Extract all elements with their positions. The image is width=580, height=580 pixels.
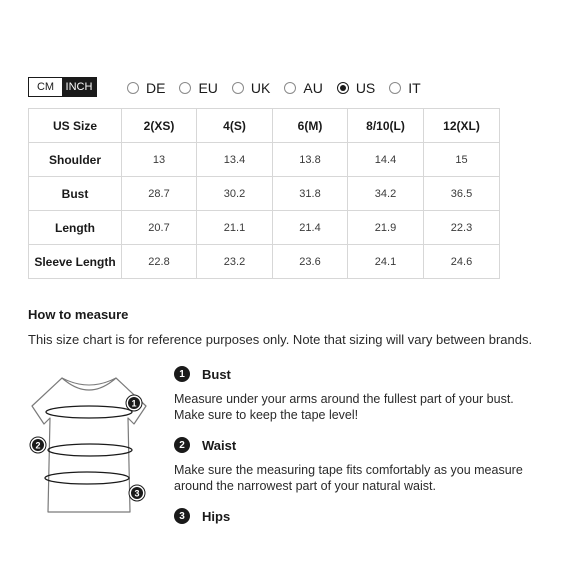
- region-option-it[interactable]: [389, 80, 420, 96]
- table-row: [29, 245, 500, 279]
- diagram-marker-2-label: 2: [35, 440, 41, 451]
- row-label: Bust: [29, 177, 122, 211]
- region-option-uk[interactable]: [232, 80, 270, 96]
- region-option-au[interactable]: [284, 80, 322, 96]
- table-cell: 21.9: [348, 211, 424, 245]
- diagram-marker-3: [129, 485, 145, 501]
- table-cell: 23.6: [273, 245, 348, 279]
- radio-eu[interactable]: [179, 82, 191, 94]
- table-cell: 14.4: [348, 143, 424, 177]
- unit-cm-button[interactable]: CM: [29, 78, 62, 96]
- tshirt-diagram-icon: [24, 372, 154, 522]
- table-header: 2(XS): [122, 109, 197, 143]
- table-row: [29, 143, 500, 177]
- row-label: Length: [29, 211, 122, 245]
- step-1-text: Measure under your arms around the fullest part of your bust. Make sure to keep the tape level!: [174, 392, 514, 422]
- table-cell: 34.2: [348, 177, 424, 211]
- how-to-measure-title: How to measure: [28, 307, 129, 322]
- step-1-title: Bust: [202, 366, 231, 382]
- step-hips-heading: [174, 508, 230, 524]
- table-cell: 23.2: [197, 245, 273, 279]
- row-label: Sleeve Length: [29, 245, 122, 279]
- table-cell: 30.2: [197, 177, 273, 211]
- unit-toggle: [28, 77, 97, 97]
- step-3-title: Hips: [202, 508, 231, 524]
- table-header: 4(S): [197, 109, 273, 143]
- table-cell: 22.8: [122, 245, 197, 279]
- table-cell: 15: [424, 143, 500, 177]
- table-header: 8/10(L): [348, 109, 424, 143]
- region-option-us[interactable]: [337, 80, 375, 96]
- size-chart-table: [28, 108, 500, 279]
- table-cell: 36.5: [424, 177, 500, 211]
- table-cell: 13.8: [273, 143, 348, 177]
- diagram-marker-3-label: 3: [134, 488, 140, 499]
- table-cell: 21.4: [273, 211, 348, 245]
- region-label-au: AU: [303, 80, 323, 96]
- table-row: [29, 177, 500, 211]
- diagram-marker-1-label: 1: [131, 398, 137, 409]
- diagram-marker-2: [30, 437, 46, 453]
- region-label-it: IT: [408, 80, 421, 96]
- table-cell: 13.4: [197, 143, 273, 177]
- step-2-text: Make sure the measuring tape fits comfortably as you measure around the narrowest part of your natural waist.: [174, 463, 523, 493]
- table-cell: 13: [122, 143, 197, 177]
- radio-uk[interactable]: [232, 82, 244, 94]
- table-cell: 24.1: [348, 245, 424, 279]
- table-cell: 20.7: [122, 211, 197, 245]
- radio-de[interactable]: [127, 82, 139, 94]
- step-2-title: Waist: [202, 437, 237, 453]
- table-header-row: [29, 109, 500, 143]
- reference-note: This size chart is for reference purposes only. Note that sizing will vary between brands.: [28, 332, 533, 347]
- table-header: 6(M): [273, 109, 348, 143]
- radio-it[interactable]: [389, 82, 401, 94]
- table-header: 12(XL): [424, 109, 500, 143]
- region-selector: [127, 80, 435, 96]
- region-label-eu: EU: [198, 80, 218, 96]
- region-option-de[interactable]: [127, 80, 165, 96]
- step-2-number: 2: [174, 437, 190, 453]
- radio-au[interactable]: [284, 82, 296, 94]
- diagram-marker-1: [126, 395, 142, 411]
- table-row: [29, 211, 500, 245]
- region-option-eu[interactable]: [179, 80, 217, 96]
- region-label-uk: UK: [250, 80, 271, 96]
- row-label: Shoulder: [29, 143, 122, 177]
- table-cell: 22.3: [424, 211, 500, 245]
- table-header: US Size: [29, 109, 122, 143]
- region-label-de: DE: [146, 80, 166, 96]
- step-3-number: 3: [174, 508, 190, 524]
- table-cell: 28.7: [122, 177, 197, 211]
- step-1-number: 1: [174, 366, 190, 382]
- table-cell: 21.1: [197, 211, 273, 245]
- table-cell: 24.6: [424, 245, 500, 279]
- step-bust-heading: [174, 366, 231, 382]
- radio-us[interactable]: [337, 82, 349, 94]
- step-waist-heading: [174, 437, 236, 453]
- unit-inch-button[interactable]: INCH: [62, 78, 96, 96]
- table-cell: 31.8: [273, 177, 348, 211]
- region-label-us: US: [355, 80, 376, 96]
